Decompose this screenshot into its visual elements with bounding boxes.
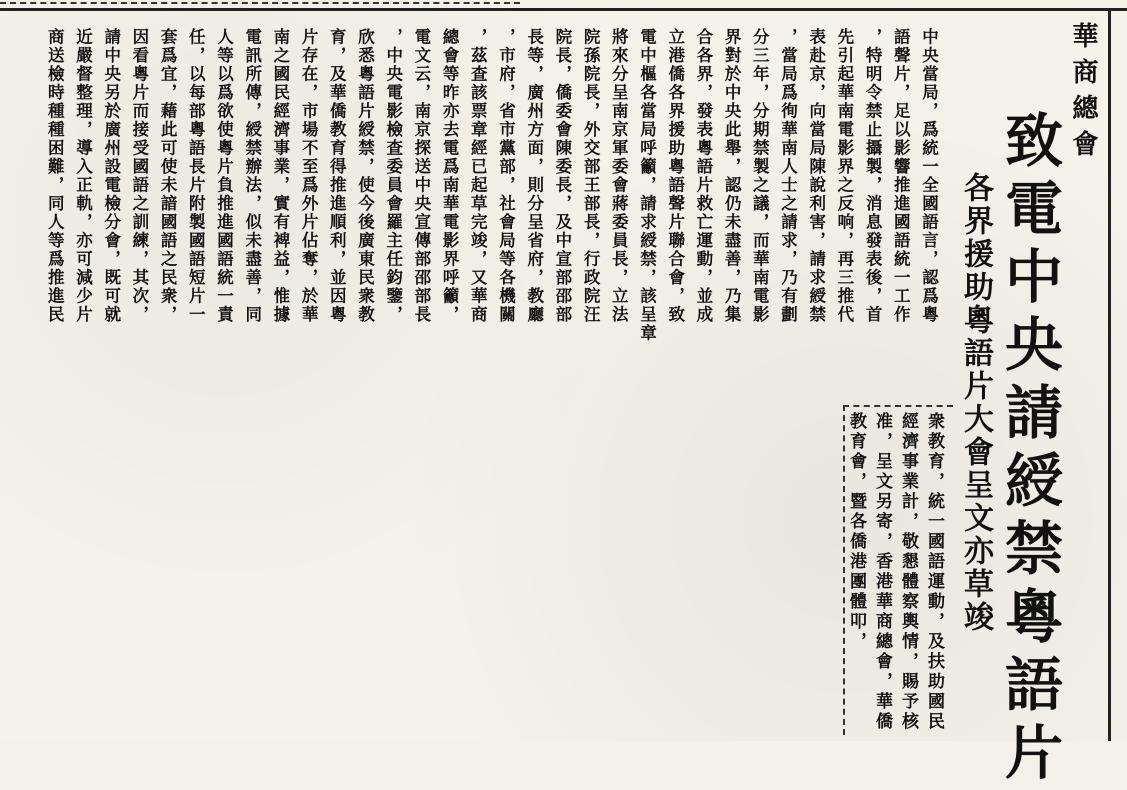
body-column: 表赴京，向當局陳說利害，請求綬禁 xyxy=(806,28,826,324)
body-column: 欣悉粵語片綬禁，使今後廣東民衆教 xyxy=(355,28,375,324)
body-column: ，當局爲徇華南人士之請求，乃有劃 xyxy=(778,28,798,324)
body-column: 任，以每部粵語長片附製國語短片一 xyxy=(186,28,206,324)
body-column: ，中央電影檢查委員會羅主任鈞鑒， xyxy=(383,28,403,324)
body-column: 套爲宜，藉此可使未諳國語之民衆， xyxy=(158,28,178,324)
body-column: 因看粵片而接受國語之訓練，其次， xyxy=(129,28,149,324)
side-column: 准，呈文另寄，香港華商總會，華僑 xyxy=(872,412,892,732)
side-block-left-border xyxy=(843,405,845,735)
body-column: ，市府，省市黨部，社會局等各機關 xyxy=(496,28,516,324)
right-rule xyxy=(1108,8,1111,741)
headline: 致電中央請綬禁粵語片 xyxy=(995,110,1063,790)
body-column: 合各界，發表粵語片救亡運動，並成 xyxy=(693,28,713,324)
body-column: 將來分呈南京軍委會蔣委員長，立法 xyxy=(609,28,629,324)
body-column: ，茲查該票章經已起草完竣，又華商 xyxy=(468,28,488,324)
body-column: 立港僑各界援助粵語聲片聯合會，致 xyxy=(665,28,685,324)
body-column: 電訊所傳，綬禁辦法，似未盡善，同 xyxy=(242,28,262,324)
body-column: 電文云，南京探送中央宣傳部邵部長 xyxy=(411,28,431,324)
body-column: 南之國民經濟事業，實有裨益，惟據 xyxy=(270,28,290,324)
side-block-top-border xyxy=(843,405,953,407)
body-column: 語聲片，足以影響推進國語統一工作 xyxy=(891,28,911,324)
body-column: 人等以爲欲使粵片負推進國語統一責 xyxy=(214,28,234,324)
body-column: 界對於中央此舉，認仍未盡善，乃集 xyxy=(722,28,742,324)
top-dotted-rule xyxy=(0,2,520,4)
body-column: 片存在，市場不至爲外片佔奪，於華 xyxy=(299,28,319,324)
side-column: 教育會，暨各僑港團體叩， xyxy=(846,412,866,652)
side-column: 經濟事業計，敬懇體察輿情，賜予核 xyxy=(898,412,918,732)
subhead: 各界援助粵語片大會呈文亦草竣 xyxy=(958,172,993,634)
body-column: 請中央另於廣州設電檢分會，既可就 xyxy=(101,28,121,324)
body-column: 中央當局，爲統一全國語言，認爲粵 xyxy=(919,28,939,324)
side-column: 衆教育，統一國語運動，及扶助國民 xyxy=(924,412,944,732)
org-name: 華商總會 xyxy=(1068,22,1098,166)
body-column: 院孫院長，外交部王部長，行政院汪 xyxy=(581,28,601,324)
body-column: 商送檢時種種困難，同人等爲推進民 xyxy=(45,28,65,324)
top-rule xyxy=(0,8,1127,11)
body-column: 總會等昨亦去電爲南華電影界呼籲， xyxy=(440,28,460,324)
body-column: 育，及華僑教育得推進順利，並因粵 xyxy=(327,28,347,324)
body-column: 長等，廣州方面，則分呈省府，教廳 xyxy=(524,28,544,324)
body-column: ，特明令禁止攝製，消息發表後，首 xyxy=(863,28,883,324)
body-column: 電中樞各當局呼籲，請求綬禁，該呈章 xyxy=(637,28,657,343)
body-column: 先引起華南電影界之反响，再三推代 xyxy=(834,28,854,324)
body-column: 近嚴督整理，導入正軌，亦可減少片 xyxy=(73,28,93,324)
body-column: 院長，僑委會陳委長，及中宣部邵部 xyxy=(552,28,572,324)
body-column: 分三年，分期禁製之議，而華南電影 xyxy=(750,28,770,324)
